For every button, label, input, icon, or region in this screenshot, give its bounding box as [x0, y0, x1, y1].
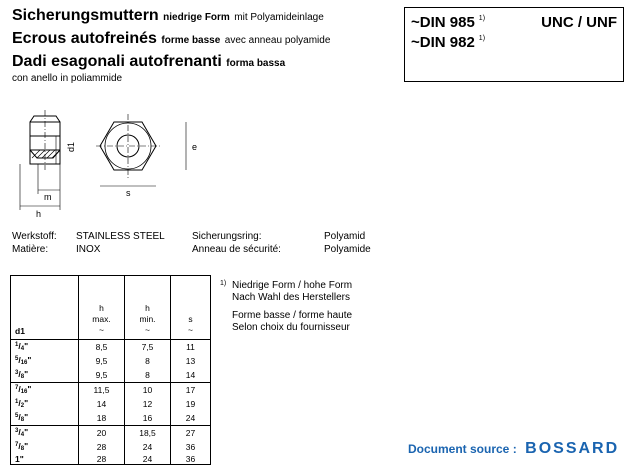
title-french-sub-bold: forme basse [161, 35, 221, 47]
din-985 [411, 14, 485, 31]
footnote-de-line2: Nach Wahl des Herstellers [232, 292, 351, 303]
matiere-value: INOX [76, 244, 101, 255]
cell-s: 24 [171, 411, 211, 426]
cell-d1: $^3/_8$" [11, 368, 79, 383]
title-french [12, 29, 402, 48]
cell-h-min: 12 [125, 397, 171, 411]
cell-h-min: 16 [125, 411, 171, 426]
werkstoff-label: Werkstoff: [12, 231, 57, 242]
title-german-main: Sicherungsmuttern [12, 7, 159, 24]
title-italian-main: Dadi esagonali autofrenanti [12, 53, 222, 71]
label-m: m [44, 192, 52, 202]
cell-s: 19 [171, 397, 211, 411]
cell-h-max: 9,5 [79, 368, 125, 383]
table-row [11, 340, 211, 355]
cell-d1: $^1/_2$" [11, 397, 79, 411]
cell-d1: $^5/_{16}$" [11, 354, 79, 368]
cell-s: 11 [171, 340, 211, 355]
table-row [11, 440, 211, 454]
werkstoff-value: STAINLESS STEEL [76, 231, 165, 242]
cell-s: 27 [171, 426, 211, 441]
brand-logo: BOSSARD [525, 440, 620, 457]
cell-s: 36 [171, 440, 211, 454]
cell-d1: $^7/_8$" [11, 440, 79, 454]
cell-h-min: 8 [125, 354, 171, 368]
cell-d1: $^5/_8$" [11, 411, 79, 426]
label-e: e [192, 142, 198, 152]
cell-h-max: 20 [79, 426, 125, 441]
title-italian-line2: con anello in poliammide [12, 72, 123, 84]
cell-h-min: 24 [125, 454, 171, 465]
ring-label-de: Sicherungsring: [192, 231, 262, 242]
title-french-sub: avec anneau polyamide [224, 35, 331, 47]
cell-h-max: 9,5 [79, 354, 125, 368]
side-view [20, 110, 60, 210]
title-german [12, 6, 402, 25]
din-982-note-ref: 1) [478, 35, 486, 42]
table-row [11, 397, 211, 411]
label-s: s [126, 188, 131, 198]
ring-value-de: Polyamid [324, 231, 366, 242]
cell-h-min: 7,5 [125, 340, 171, 355]
label-d1: d1 [66, 141, 76, 152]
din-985-note-ref: 1) [478, 15, 486, 22]
din-982-label: ~DIN 982 [411, 34, 475, 51]
table-row [11, 426, 211, 441]
thread-standard: UNC / UNF [541, 14, 617, 31]
table-row [11, 354, 211, 368]
top-view [96, 114, 186, 186]
footnote-de-line1: Niedrige Form / hohe Form [232, 280, 353, 291]
cell-h-max: 8,5 [79, 340, 125, 355]
dimension-table [10, 275, 211, 465]
label-h: h [36, 209, 42, 219]
cell-s: 36 [171, 454, 211, 465]
cell-h-max: 18 [79, 411, 125, 426]
header-h-max: h max. ~ [79, 276, 125, 340]
cell-h-max: 28 [79, 454, 125, 465]
title-german-sub-bold: niedrige Form [163, 12, 230, 23]
header-d1: d1 [11, 276, 79, 340]
cell-h-max: 14 [79, 397, 125, 411]
footnote-fr-line2: Selon choix du fournisseur [232, 322, 350, 333]
table-row [11, 383, 211, 398]
title-italian-sub-bold: forma bassa [226, 58, 286, 70]
footnote [220, 280, 353, 334]
header-h-min: h min. ~ [125, 276, 171, 340]
table-row [11, 368, 211, 383]
title-german-sub: mit Polyamideinlage [234, 12, 324, 23]
cell-h-max: 11,5 [79, 383, 125, 398]
ring-label-fr: Anneau de sécurité: [192, 244, 281, 255]
table-header-row [11, 276, 211, 340]
title-block [12, 6, 402, 85]
document-source [408, 440, 619, 458]
cell-s: 17 [171, 383, 211, 398]
din-982 [411, 34, 485, 51]
technical-drawing [10, 100, 200, 220]
cell-h-min: 24 [125, 440, 171, 454]
matiere-label: Matière: [12, 244, 49, 255]
cell-s: 14 [171, 368, 211, 383]
footnote-ref: 1) [220, 280, 227, 287]
cell-d1: 1" [11, 454, 79, 465]
ring-value-fr: Polyamide [324, 244, 371, 255]
table-row [11, 411, 211, 426]
title-french-main: Ecrous autofreinés [12, 30, 157, 48]
footnote-fr-line1: Forme basse / forme haute [232, 310, 353, 321]
cell-d1: $^7/_{16}$" [11, 383, 79, 398]
title-italian [12, 52, 402, 71]
cell-h-min: 18,5 [125, 426, 171, 441]
cell-d1: $^3/_4$" [11, 426, 79, 441]
cell-d1: $^1/_4$" [11, 340, 79, 355]
din-985-label: ~DIN 985 [411, 14, 475, 31]
cell-s: 13 [171, 354, 211, 368]
cell-h-max: 28 [79, 440, 125, 454]
source-label: Document source : [408, 442, 517, 456]
cell-h-min: 8 [125, 368, 171, 383]
header-s: s ~ [171, 276, 211, 340]
din-standard-box [404, 7, 624, 82]
table-row [11, 454, 211, 465]
cell-h-min: 10 [125, 383, 171, 398]
